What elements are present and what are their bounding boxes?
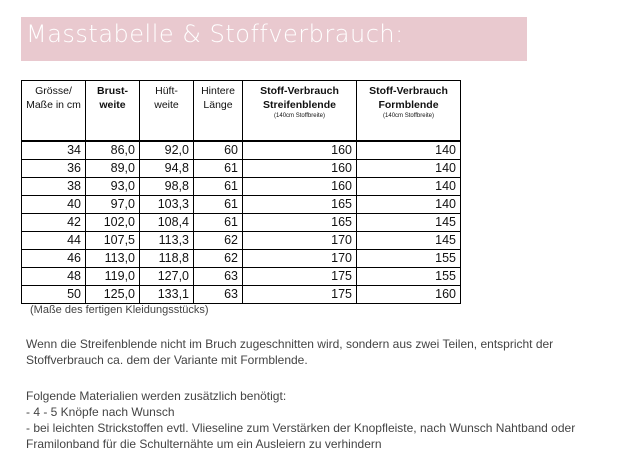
table-row: [22, 141, 461, 160]
table-cell: 170: [243, 232, 357, 250]
table-cell: 63: [194, 268, 243, 286]
table-cell: 155: [357, 250, 461, 268]
table-cell: 98,8: [140, 178, 194, 196]
table-row: [22, 250, 461, 268]
table-cell: 118,8: [140, 250, 194, 268]
table-cell: 89,0: [86, 160, 140, 178]
table-cell: 113,3: [140, 232, 194, 250]
table-cell: 103,3: [140, 196, 194, 214]
header-label: Stoff-Verbrauch Formblende: [369, 85, 448, 111]
table-cell: 175: [243, 268, 357, 286]
header-label: Brust-weite: [97, 85, 128, 111]
table-cell: 133,1: [140, 286, 194, 304]
header-sublabel: (140cm Stoffbreite): [383, 113, 434, 119]
size-table: [21, 80, 461, 304]
table-row: [22, 214, 461, 232]
table-cell: 42: [22, 214, 86, 232]
table-cell: 62: [194, 250, 243, 268]
header-label: Grösse/ Maße in cm: [26, 85, 81, 111]
table-body: [22, 141, 461, 304]
table-note: (Maße des fertigen Kleidungsstücks): [30, 304, 209, 316]
table-row: [22, 178, 461, 196]
table-cell: 140: [357, 160, 461, 178]
table-cell: 94,8: [140, 160, 194, 178]
table-cell: 61: [194, 214, 243, 232]
table-cell: 93,0: [86, 178, 140, 196]
table-cell: 145: [357, 232, 461, 250]
table-cell: 119,0: [86, 268, 140, 286]
table-cell: 38: [22, 178, 86, 196]
header-size: [22, 81, 86, 142]
header-fabric-form: [357, 81, 461, 142]
table-cell: 125,0: [86, 286, 140, 304]
table-cell: 160: [243, 141, 357, 160]
table-cell: 36: [22, 160, 86, 178]
table-row: [22, 268, 461, 286]
header-label: Stoff-Verbrauch Streifenblende: [260, 85, 339, 111]
table-cell: 50: [22, 286, 86, 304]
header-chest: [86, 81, 140, 142]
table-cell: 46: [22, 250, 86, 268]
table-cell: 155: [357, 268, 461, 286]
materials-item: - 4 - 5 Knöpfe nach Wunsch: [26, 405, 175, 419]
materials-item: - bei leichten Strickstoffen evtl. Vlieseline zum Verstärken der Knopfleiste, nach Wunsch Nahtband oder Framilonband für die Schulternähte um ein Ausleiern zu verhindern: [26, 421, 576, 451]
table-cell: 140: [357, 141, 461, 160]
header-back-length: [194, 81, 243, 142]
table-cell: 102,0: [86, 214, 140, 232]
table-cell: 48: [22, 268, 86, 286]
materials-heading: Folgende Materialien werden zusätzlich benötigt:: [26, 389, 287, 403]
header-hip: [140, 81, 194, 142]
table-cell: 61: [194, 178, 243, 196]
table-cell: 92,0: [140, 141, 194, 160]
table-cell: 63: [194, 286, 243, 304]
table-header-row: [22, 81, 461, 142]
table-cell: 61: [194, 196, 243, 214]
header-label: Hintere Länge: [201, 85, 235, 111]
table-row: [22, 196, 461, 214]
table-cell: 160: [243, 160, 357, 178]
table-cell: 44: [22, 232, 86, 250]
table-cell: 160: [357, 286, 461, 304]
table-cell: 60: [194, 141, 243, 160]
table-cell: 108,4: [140, 214, 194, 232]
table-cell: 61: [194, 160, 243, 178]
page-title: Masstabelle & Stoffverbrauch:: [26, 20, 404, 48]
table-cell: 107,5: [86, 232, 140, 250]
table-cell: 140: [357, 178, 461, 196]
table-cell: 97,0: [86, 196, 140, 214]
paragraph-stripe-note: Wenn die Streifenblende nicht im Bruch zugeschnitten wird, sondern aus zwei Teilen, entspricht der Stoffverbrauch ca. dem der Variante mit Formblende.: [26, 337, 554, 367]
table-cell: 145: [357, 214, 461, 232]
table-row: [22, 232, 461, 250]
table-cell: 62: [194, 232, 243, 250]
table-cell: 40: [22, 196, 86, 214]
table-cell: 160: [243, 178, 357, 196]
table-cell: 165: [243, 214, 357, 232]
table-cell: 113,0: [86, 250, 140, 268]
header-fabric-stripe: [243, 81, 357, 142]
table-cell: 140: [357, 196, 461, 214]
table-cell: 165: [243, 196, 357, 214]
table-cell: 175: [243, 286, 357, 304]
header-label: Hüft-weite: [154, 85, 179, 111]
table-row: [22, 160, 461, 178]
header-sublabel: (140cm Stoffbreite): [274, 113, 325, 119]
table-cell: 127,0: [140, 268, 194, 286]
table-cell: 170: [243, 250, 357, 268]
table-cell: 34: [22, 141, 86, 160]
table-cell: 86,0: [86, 141, 140, 160]
table-row: [22, 286, 461, 304]
